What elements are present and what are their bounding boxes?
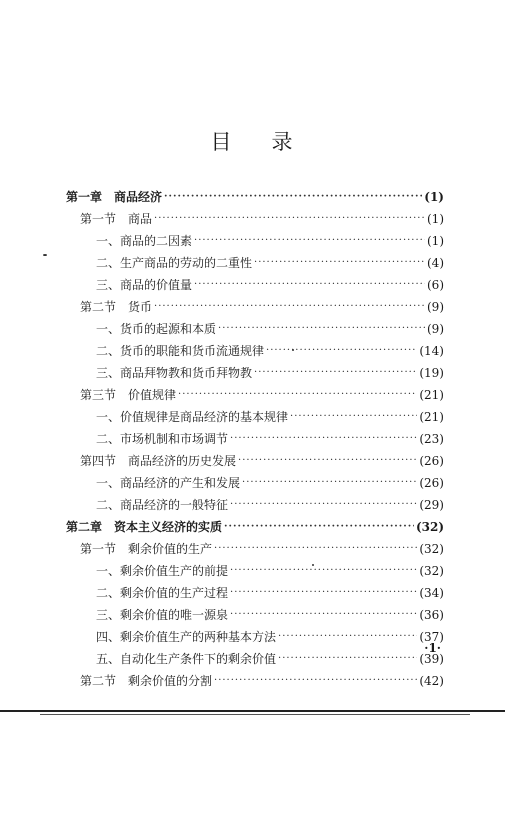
- toc-entry-page: (21): [419, 388, 444, 402]
- toc-entry-title: 二、市场机制和市场调节: [96, 428, 230, 450]
- toc-subsection: [66, 604, 444, 626]
- toc-entry-page: (42): [419, 674, 444, 688]
- toc-section: [66, 670, 444, 692]
- toc-entry-page: (14): [419, 344, 444, 358]
- toc-entry-title: 四、剩余价值生产的两种基本方法: [96, 626, 278, 648]
- toc-entry-title: 三、剩余价值的唯一源泉: [96, 604, 230, 626]
- toc-leader-dots: [254, 362, 417, 384]
- toc-entry-title: 三、商品拜物教和货币拜物教: [96, 362, 254, 384]
- toc-entry-title: 一、商品经济的产生和发展: [96, 472, 242, 494]
- toc-entry-title: 一、剩余价值生产的前提: [96, 560, 230, 582]
- toc-leader-dots: [154, 208, 425, 230]
- toc-entry-title: 第二章 资本主义经济的实质: [66, 516, 224, 538]
- table-of-contents: [66, 186, 444, 692]
- page-title: [0, 126, 505, 156]
- toc-leader-dots: [230, 428, 417, 450]
- toc-entry-page: (21): [419, 410, 444, 424]
- toc-entry-page: (39): [419, 652, 444, 666]
- toc-subsection: [66, 626, 444, 648]
- toc-entry-title: 二、剩余价值的生产过程: [96, 582, 230, 604]
- toc-leader-dots: [214, 670, 417, 692]
- toc-entry-title: 一、商品的二因素: [96, 230, 194, 252]
- toc-leader-dots: [218, 318, 425, 340]
- toc-section: [66, 384, 444, 406]
- toc-entry-page: (34): [419, 586, 444, 600]
- toc-subsection: [66, 318, 444, 340]
- toc-section: [66, 538, 444, 560]
- toc-leader-dots: [238, 450, 417, 472]
- bottom-rule-thin: [40, 714, 470, 715]
- toc-chapter: [66, 516, 444, 538]
- toc-subsection: [66, 428, 444, 450]
- toc-entry-title: 五、自动化生产条件下的剩余价值: [96, 648, 278, 670]
- toc-entry-title: 第四节 商品经济的历史发展: [80, 450, 238, 472]
- toc-entry-page: (36): [419, 608, 444, 622]
- toc-leader-dots: [230, 604, 417, 626]
- scan-speck: [312, 564, 314, 566]
- toc-entry-page: (6): [427, 278, 444, 292]
- toc-leader-dots: [230, 582, 417, 604]
- toc-leader-dots: [254, 252, 425, 274]
- toc-entry-page: (32): [419, 564, 444, 578]
- toc-entry-page: (9): [427, 300, 444, 314]
- toc-leader-dots: [242, 472, 417, 494]
- toc-entry-page: (32): [419, 542, 444, 556]
- scan-speck: [43, 254, 47, 256]
- toc-entry-title: 一、价值规律是商品经济的基本规律: [96, 406, 290, 428]
- toc-entry-title: 二、货币的职能和货币流通规律: [96, 340, 266, 362]
- toc-entry-title: 第一章 商品经济: [66, 186, 164, 208]
- toc-leader-dots: [230, 560, 417, 582]
- toc-subsection: [66, 560, 444, 582]
- toc-entry-title: 二、生产商品的劳动的二重性: [96, 252, 254, 274]
- toc-leader-dots: [278, 648, 417, 670]
- toc-leader-dots: [164, 186, 422, 208]
- toc-leader-dots: [278, 626, 417, 648]
- toc-entry-page: (19): [419, 366, 444, 380]
- toc-entry-page: (32): [415, 520, 444, 534]
- toc-entry-title: 二、商品经济的一般特征: [96, 494, 230, 516]
- toc-entry-page: (26): [419, 454, 444, 468]
- toc-entry-page: (4): [427, 256, 444, 270]
- toc-subsection: [66, 648, 444, 670]
- toc-chapter: [66, 186, 444, 208]
- title-char-1: 目: [210, 130, 234, 154]
- title-char-2: 录: [271, 130, 295, 154]
- toc-leader-dots: [214, 538, 417, 560]
- toc-leader-dots: [194, 230, 425, 252]
- toc-leader-dots: [230, 494, 417, 516]
- toc-entry-title: 第三节 价值规律: [80, 384, 178, 406]
- toc-entry-title: 第二节 剩余价值的分割: [80, 670, 214, 692]
- toc-leader-dots: [154, 296, 425, 318]
- toc-entry-page: (1): [427, 212, 444, 226]
- toc-entry-page: (9): [427, 322, 444, 336]
- toc-section: [66, 450, 444, 472]
- toc-subsection: [66, 252, 444, 274]
- toc-entry-title: 三、商品的价值量: [96, 274, 194, 296]
- toc-subsection: [66, 406, 444, 428]
- toc-leader-dots: [290, 406, 417, 428]
- toc-subsection: [66, 274, 444, 296]
- toc-leader-dots: [194, 274, 425, 296]
- toc-entry-title: 第二节 货币: [80, 296, 154, 318]
- toc-leader-dots: [266, 340, 417, 362]
- toc-entry-page: (23): [419, 432, 444, 446]
- toc-subsection: [66, 230, 444, 252]
- toc-entry-page: (37): [419, 630, 444, 644]
- toc-subsection: [66, 494, 444, 516]
- toc-entry-page: (29): [419, 498, 444, 512]
- toc-leader-dots: [224, 516, 414, 538]
- bottom-rule: [0, 710, 505, 712]
- toc-section: [66, 208, 444, 230]
- scan-speck: [292, 349, 294, 351]
- toc-entry-title: 第一节 商品: [80, 208, 154, 230]
- toc-subsection: [66, 362, 444, 384]
- toc-subsection: [66, 340, 444, 362]
- page-number: ·1·: [424, 641, 441, 655]
- toc-entry-page: (1): [424, 190, 444, 204]
- toc-subsection: [66, 472, 444, 494]
- toc-entry-page: (26): [419, 476, 444, 490]
- toc-section: [66, 296, 444, 318]
- toc-entry-title: 第一节 剩余价值的生产: [80, 538, 214, 560]
- toc-leader-dots: [178, 384, 417, 406]
- toc-subsection: [66, 582, 444, 604]
- toc-entry-page: (1): [427, 234, 444, 248]
- toc-entry-title: 一、货币的起源和本质: [96, 318, 218, 340]
